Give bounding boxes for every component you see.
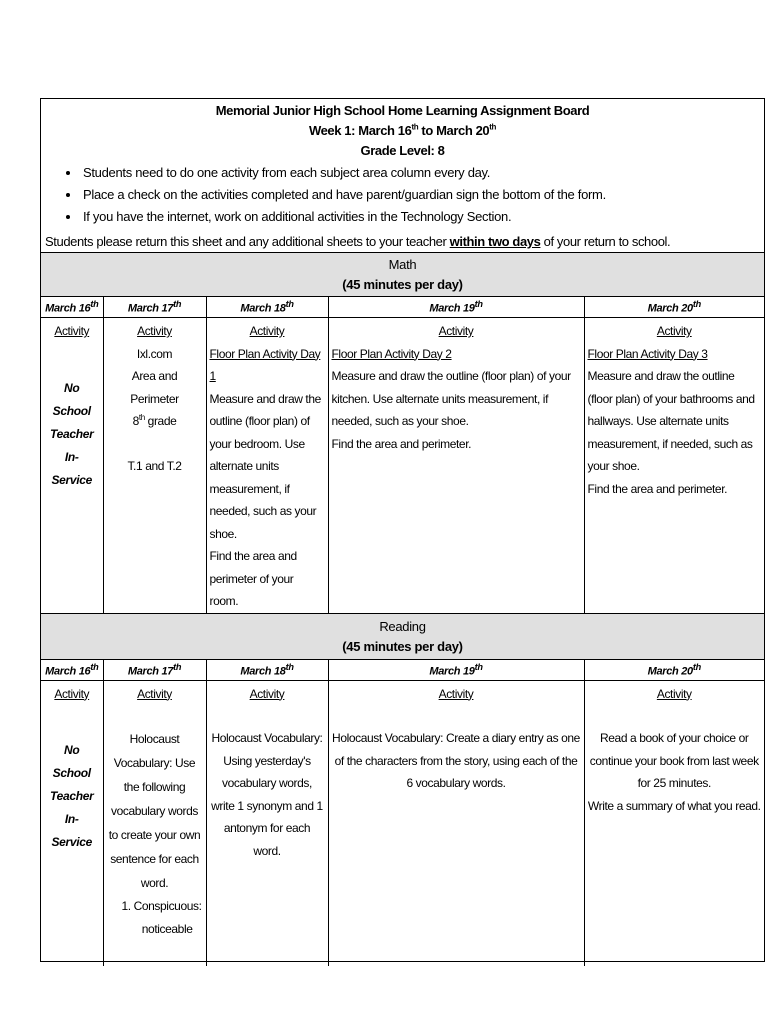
diary-entry-task: Holocaust Vocabulary: Create a diary entry as one of the characters from the story, using each of the 6 vocabulary words. <box>332 731 580 790</box>
activity-label: Activity <box>137 324 172 338</box>
activity-label: Activity <box>137 686 172 701</box>
vocab-instructions: Holocaust Vocabulary: Use the following vocabulary words to create your own sentence for each word. <box>108 732 201 890</box>
ixl-grade: 8th grade <box>132 413 177 428</box>
reading-cell-mar20 <box>584 680 764 966</box>
floor-plan-day2-title: Floor Plan Activity Day 2 <box>331 346 452 361</box>
activity-label: Activity <box>656 324 692 338</box>
reading-cell-mar19 <box>328 680 584 966</box>
instruction-list <box>41 162 764 228</box>
date-header-mar20: March 20th <box>584 297 764 318</box>
date-header-mar20: March 20th <box>584 660 764 681</box>
activity-label: Activity <box>656 686 692 701</box>
instruction-item: • Place a check on the activities completed and have parent/guardian sign the bottom of the form. <box>81 184 764 206</box>
floor-plan-day1-title: Floor Plan Activity Day 1 <box>209 346 321 383</box>
reading-section-header <box>41 613 764 660</box>
date-header-mar16: March 16th <box>41 660 103 681</box>
board-header <box>41 101 764 253</box>
activity-label: Activity <box>249 324 285 338</box>
ixl-skills: T.1 and T.2 <box>127 458 182 473</box>
activity-label: Activity <box>54 686 90 701</box>
math-minutes: (45 minutes per day) <box>342 277 463 292</box>
date-header-mar17: March 17th <box>103 660 206 681</box>
week-range: Week 1: March 16th to March 20th <box>308 122 497 138</box>
instruction-item: • If you have the internet, work on additional activities in the Technology Section. <box>81 206 764 228</box>
math-cell-mar18 <box>206 318 328 613</box>
reading-cell-mar16 <box>41 680 103 966</box>
floor-plan-day3-find: Find the area and perimeter. <box>587 481 728 496</box>
ixl-topic: Area and Perimeter <box>130 369 179 406</box>
reading-cell-mar17 <box>103 680 206 966</box>
reading-subject-title: Reading <box>379 618 426 634</box>
reading-cell-mar18 <box>206 680 328 966</box>
floor-plan-day1-text: Measure and draw the outline (floor plan) of your bedroom. Use alternate units measurement, if needed, such as your shoe. <box>209 391 321 541</box>
synonym-antonym-task: Holocaust Vocabulary: Using yesterday's vocabulary words, write 1 synonym and 1 antonym for each word. <box>211 731 323 858</box>
no-school-note: No School Teacher In- Service <box>50 743 94 849</box>
date-header-mar19: March 19th <box>328 297 584 318</box>
date-row <box>41 660 764 681</box>
vocab-definition: noticeable <box>141 921 193 936</box>
grade-level: Grade Level: 8 <box>360 143 445 158</box>
ixl-site: Ixl.com <box>136 346 173 361</box>
reading-summary-task: Write a summary of what you read. <box>587 798 761 813</box>
math-cell-mar20 <box>584 318 764 613</box>
floor-plan-day2-text: Measure and draw the outline (floor plan) of your kitchen. Use alternate units measurement, if needed, such as your shoe. <box>331 369 571 428</box>
reading-activity-row <box>41 680 764 966</box>
assignment-board <box>40 98 765 962</box>
return-note: Students please return this sheet and any additional sheets to your teacher within two days of your return to school. <box>45 234 671 249</box>
school-title: Memorial Junior High School Home Learning Assignment Board <box>215 103 590 118</box>
date-header-mar19: March 19th <box>328 660 584 681</box>
activity-label: Activity <box>249 686 285 701</box>
math-section-header <box>41 253 764 297</box>
vocab-item: 1. Conspicuous: <box>121 899 202 913</box>
reading-book-task: Read a book of your choice or continue your book from last week for 25 minutes. <box>589 731 759 790</box>
date-header-mar17: March 17th <box>103 297 206 318</box>
floor-plan-day1-find: Find the area and perimeter of your room. <box>209 549 297 608</box>
math-cell-mar16 <box>41 318 103 613</box>
board-title <box>41 101 764 161</box>
floor-plan-day3-title: Floor Plan Activity Day 3 <box>587 346 708 361</box>
math-cell-mar17 <box>103 318 206 613</box>
reading-minutes: (45 minutes per day) <box>342 638 463 654</box>
math-activity-row <box>41 318 764 613</box>
math-subject-title: Math <box>388 257 417 272</box>
date-row <box>41 297 764 318</box>
floor-plan-day3-text: Measure and draw the outline (floor plan) of your bathrooms and hallways. Use alternate units measurement, if needed, such as your shoe. <box>587 369 755 473</box>
reading-table <box>41 660 764 967</box>
activity-label: Activity <box>54 324 90 338</box>
date-header-mar16: March 16th <box>41 297 103 318</box>
date-header-mar18: March 18th <box>206 660 328 681</box>
activity-label: Activity <box>438 686 474 701</box>
activity-label: Activity <box>438 324 474 338</box>
math-table <box>41 297 764 613</box>
no-school-note: No School Teacher In- Service <box>50 380 94 487</box>
math-cell-mar19 <box>328 318 584 613</box>
instruction-item: • Students need to do one activity from each subject area column every day. <box>81 162 764 184</box>
floor-plan-day2-find: Find the area and perimeter. <box>331 436 472 451</box>
date-header-mar18: March 18th <box>206 297 328 318</box>
